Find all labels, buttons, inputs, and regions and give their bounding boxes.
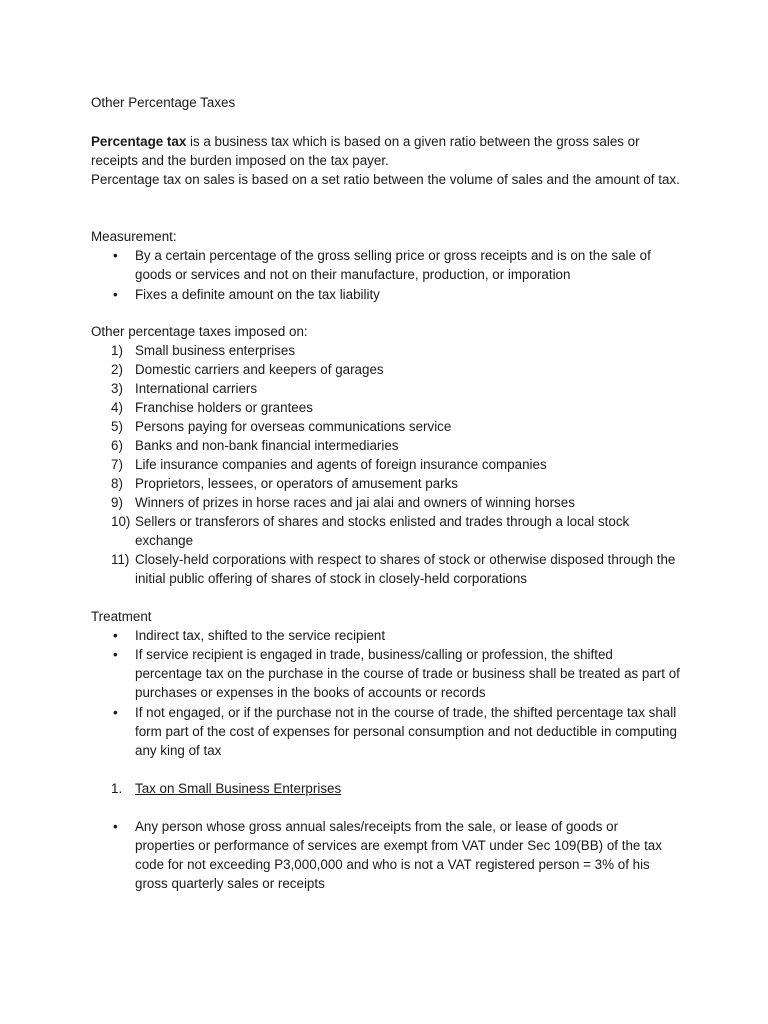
bullet-icon: • bbox=[113, 287, 118, 302]
list-number: 10) bbox=[111, 514, 131, 529]
list-item-text: By a certain percentage of the gross selling price or gross receipts and is on the sale of goods or services and not on their manufacture, production, or imporation bbox=[135, 248, 651, 282]
list-item-text: Life insurance companies and agents of foreign insurance companies bbox=[135, 457, 547, 472]
list-item-text: Banks and non-bank financial intermediaries bbox=[135, 438, 399, 453]
list-number: 3) bbox=[111, 381, 123, 396]
bullet-icon: • bbox=[113, 647, 118, 662]
page-title: Other Percentage Taxes bbox=[91, 95, 236, 110]
list-number: 1) bbox=[111, 343, 123, 358]
bullet-icon: • bbox=[113, 628, 118, 643]
bullet-icon: • bbox=[113, 705, 118, 720]
list-item-text: Franchise holders or grantees bbox=[135, 400, 313, 415]
list-item-text: International carriers bbox=[135, 381, 258, 396]
section-number: 1. bbox=[111, 781, 123, 796]
list-number: 4) bbox=[111, 400, 123, 415]
list-item-text: Sellers or transferors of shares and stocks enlisted and trades through a local stock exchange bbox=[135, 514, 630, 548]
list-item-text: Small business enterprises bbox=[135, 343, 296, 358]
list-number: 9) bbox=[111, 495, 123, 510]
definition-term: Percentage tax bbox=[91, 134, 187, 149]
list-item-text: Persons paying for overseas communications service bbox=[135, 419, 452, 434]
imposed-heading: Other percentage taxes imposed on: bbox=[91, 324, 308, 339]
bullet-icon: • bbox=[113, 248, 118, 263]
list-item-text: Indirect tax, shifted to the service recipient bbox=[135, 628, 386, 643]
list-number: 8) bbox=[111, 476, 123, 491]
list-number: 5) bbox=[111, 419, 123, 434]
list-item-text: Proprietors, lessees, or operators of amusement parks bbox=[135, 476, 459, 491]
list-number: 6) bbox=[111, 438, 123, 453]
list-item-text: If service recipient is engaged in trade, business/calling or profession, the shifted percentage tax on the purchase in the course of trade or business shall be treated as part of purchases or expenses in the books of accounts or records bbox=[135, 647, 680, 700]
treatment-heading: Treatment bbox=[91, 609, 152, 624]
list-item-text: If not engaged, or if the purchase not in the course of trade, the shifted percentage tax shall form part of the cost of expenses for personal consumption and not deductible in computing any king of tax bbox=[135, 705, 677, 758]
definition-line-2: Percentage tax on sales is based on a set ratio between the volume of sales and the amount of tax. bbox=[91, 172, 680, 187]
list-item-text: Any person whose gross annual sales/receipts from the sale, or lease of goods or properties or performance of services are exempt from VAT under Sec 109(BB) of the tax code for not exceeding P3,000,000 and who is not a VAT registered person = 3% of his gross quarterly sales or receipts bbox=[135, 819, 662, 891]
list-number: 2) bbox=[111, 362, 123, 377]
list-item-text: Domestic carriers and keepers of garages bbox=[135, 362, 384, 377]
list-item-text: Winners of prizes in horse races and jai alai and owners of winning horses bbox=[135, 495, 575, 510]
definition-text: is a business tax which is based on a given ratio between the gross sales or receipts and the burden imposed on the tax payer. bbox=[91, 134, 640, 168]
list-number: 11) bbox=[111, 552, 130, 567]
section-title: Tax on Small Business Enterprises bbox=[135, 781, 342, 796]
list-item-text: Closely-held corporations with respect to shares of stock or otherwise disposed through the initial public offering of shares of stock in closely-held corporations bbox=[135, 552, 676, 586]
measurement-heading: Measurement: bbox=[91, 229, 177, 244]
list-item-text: Fixes a definite amount on the tax liability bbox=[135, 287, 380, 302]
definition-paragraph bbox=[91, 132, 681, 170]
bullet-icon: • bbox=[113, 819, 118, 834]
list-number: 7) bbox=[111, 457, 123, 472]
